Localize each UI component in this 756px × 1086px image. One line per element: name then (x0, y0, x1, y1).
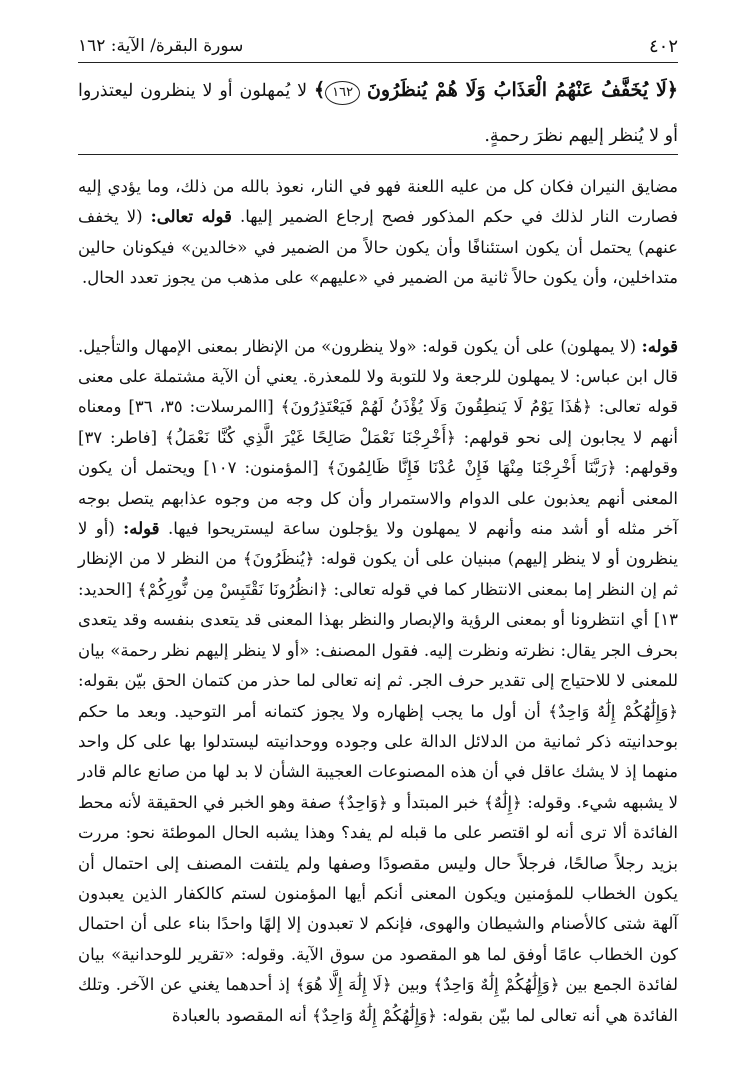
quran-verse: ﴿لَا يُخَفَّفُ عَنْهُمُ الْعَذَابُ وَلَا هُمْ يُنظَرُونَ (366, 79, 678, 101)
paragraph-2 (78, 332, 678, 1031)
para1-keyword: قوله تعالى: (150, 207, 232, 227)
surah-reference: سورة البقرة/ الآية: ١٦٢ (78, 36, 244, 56)
page-header (78, 30, 678, 63)
para2-text-b: (أو لا ينظرون أو لا ينظر إليهم) مبنيان على أن يكون قوله: ﴿يُنظَرُونَ﴾ من النظر لا من الإنظار ثم إن النظر إما بمعنى الانتظار كما في قوله تعالى: ﴿انظُرُونَا نَقْتَبِسْ مِن نُّورِكُمْ﴾ [الحديد: ١٣] أي انتظرونا أو بمعنى الرؤية والإبصار والنظر بهذا المعنى قد يتعدى بنفسه وقد يتعدى بحرف الجر يقال: نظرته ونظرت إليه. فقول المصنف: «أو لا ينظر إليهم نظر رحمة» بيان للمعنى لا للاحتياج إلى تقدير حرف الجر. ثم إنه تعالى لما حذر من كتمان الحق بيّن بقوله: ﴿وَإِلَٰهُكُمْ إِلَٰهٌ وَاحِدٌ﴾ أن أول ما يجب إظهاره ولا يجوز كتمانه أمر التوحيد. وبعد ما حكم بوحدانيته ذكر ثمانية من الدلائل الدالة على وجوده ووحدانيته ليستدلوا بها على كل واحد منهما إذ لا يشك عاقل في أن هذه المصنوعات العجيبة الشأن لا بد لها من صانع عالم قادر لا يشبهه شيء. وقوله: ﴿إِلَٰهٌ﴾ خبر المبتدأ و ﴿وَاحِدٌ﴾ صفة وهو الخبر في الحقيقة لأنه محط الفائدة ألا ترى أنه لو اقتصر على ما قبله لم يفد؟ وهذا يشبه الحال الموطئة نحو: مررت بزيد رجلاً صالحًا، فرجلاً حال وليس مقصودًا وصفها ولم يلتفت المصنف إلى احتمال أن يكون الخطاب للمؤمنين ويكون المعنى أنكم أيها المؤمنون لستم كالكفار الذين يعبدون آلهة شتى كالأصنام والشيطان والهوى، فإنكم لا تعبدون إلا إلهًا واحدًا بناء على أن احتمال كون الخطاب عامًا أوفق لما هو المقصود من سوق الآية. وقوله: «تقرير للوحدانية» بيان لفائدة الجمع بين ﴿وَإِلَٰهُكُمْ إِلَٰهٌ وَاحِدٌ﴾ وبين ﴿لَا إِلَٰهَ إِلَّا هُوَ﴾ إذ أحدهما يغني عن الآخر. وتلك الفائدة هي أنه تعالى لما بيّن بقوله: ﴿وَإِلَٰهُكُمْ إِلَٰهٌ وَاحِدٌ﴾ أنه المقصود بالعبادة (78, 519, 678, 1025)
para1-text-b: (لا يخفف عنهم) يحتمل أن يكون استئنافًا وأن يكون حالاً من الضمير في «خالدين» فيكونان حالين متداخلين، وأن يكون حالاً ثانية من الضمير في «عليهم» على مذهب من يجوز تعدد الحال. (78, 207, 678, 288)
para2-keyword-2: قوله: (123, 519, 160, 539)
verse-commentary-first: لا يُمهلون أو لا ينظرون (140, 81, 308, 101)
para2-text-a: (لا يمهلون) على أن يكون قوله: «ولا ينظرون» من الإنظار بمعنى الإمهال والتأجيل. قال ابن عباس: لا يمهلون للرجعة ولا للتوبة ولا للمعذرة. يعني أن الآية مشتملة على معنى قوله تعالى: ﴿هَٰذَا يَوْمُ لَا يَنطِقُونَ وَلَا يُؤْذَنُ لَهُمْ فَيَعْتَذِرُونَ﴾ [االمرسلات: ٣٥، ٣٦] ومعناه أنهم لا يجابون إلى نحو قولهم: ﴿أَخْرِجْنَا نَعْمَلْ صَالِحًا غَيْرَ الَّذِي كُنَّا نَعْمَلُ﴾ [فاطر: ٣٧] وقولهم: ﴿رَبَّنَا أَخْرِجْنَا مِنْهَا فَإِنْ عُدْنَا فَإِنَّا ظَالِمُونَ﴾ [المؤمنون: ١٠٧] ويحتمل أن يكون المعنى أنهم يعذبون على الدوام والاستمرار وأن كل وجه من وجوه عذابهم يتصل بوجه آخر مثله أو أشد منه وأنهم لا يمهلون ولا يؤجلون ساعة ليستريحوا فيها. (78, 336, 679, 539)
commentary-body (78, 172, 678, 1031)
para1-text-a: مضايق النيران فكان كل من عليه اللعنة فهو في النار، نعوذ بالله من ذلك، وما يؤدي إليه فصارت النار لذلك في حكم المذكور فصح إرجاع الضمير إليها. (78, 177, 679, 227)
paragraph-gap (78, 294, 678, 332)
verse-block (78, 68, 678, 159)
verse-commentary-second: ليعتذروا أو لا يُنظر إليهم نظرَ رحمةٍ. (78, 81, 678, 146)
para2-keyword-1: قوله: (641, 336, 678, 356)
paragraph-1 (78, 172, 678, 294)
page-number: ٤٠٢ (648, 35, 678, 57)
quran-close-bracket: ﴾ (313, 79, 326, 101)
divider-line (78, 154, 678, 155)
ayah-number-mark: ١٦٢ (325, 81, 360, 105)
